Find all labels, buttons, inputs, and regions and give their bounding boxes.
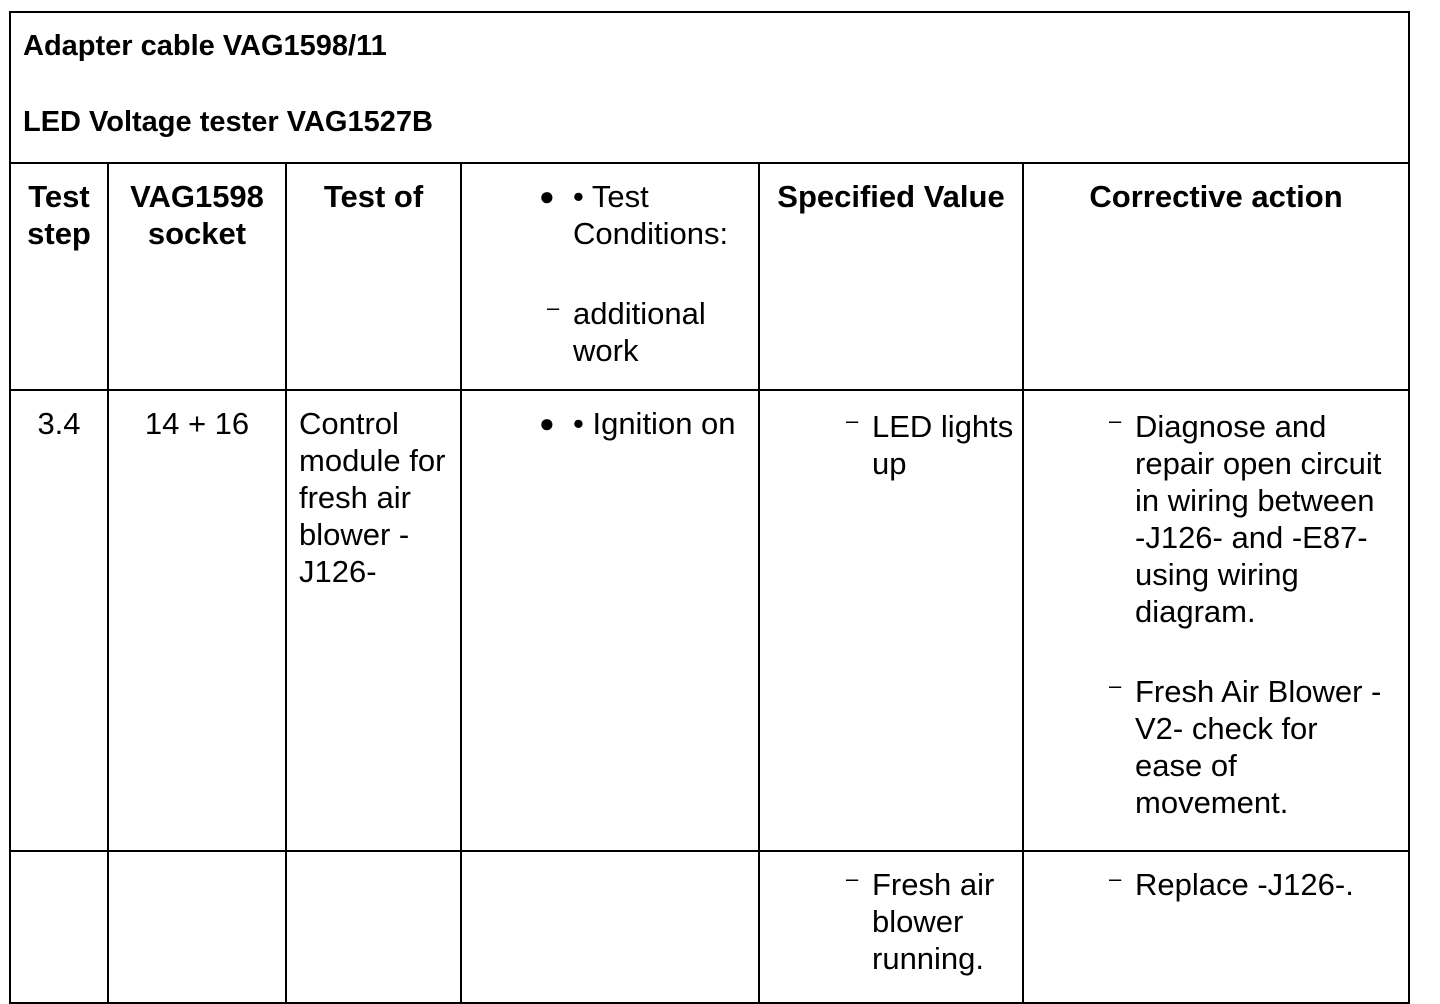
col-specified-value: Specified Value bbox=[759, 163, 1023, 390]
test-procedure-table bbox=[9, 11, 1410, 1004]
cell-corrective-wrap bbox=[1023, 851, 1409, 1003]
cell-condition: • Ignition on bbox=[573, 406, 736, 441]
cell-corrective-wrap bbox=[1023, 390, 1409, 851]
cell-specified: LED lights up bbox=[872, 409, 1014, 481]
cell-test-of: Control module for fresh air blower -J126- bbox=[286, 390, 461, 851]
dash-icon: – bbox=[547, 295, 560, 320]
col-socket: VAG1598 socket bbox=[108, 163, 286, 390]
col-test-step: Test step bbox=[10, 163, 108, 390]
led-tester-title: LED Voltage tester VAG1527B bbox=[23, 106, 433, 138]
table-header bbox=[10, 12, 1409, 163]
cell-socket: 14 + 16 bbox=[108, 390, 286, 851]
dash-icon: – bbox=[846, 408, 859, 433]
table-row bbox=[10, 390, 1409, 851]
dash-icon: – bbox=[1109, 866, 1122, 891]
cell-empty bbox=[10, 851, 108, 1003]
col-conditions bbox=[461, 163, 759, 390]
cell-specified-wrap bbox=[759, 390, 1023, 851]
cell-test-step: 3.4 bbox=[10, 390, 108, 851]
cell-specified: Fresh air blower running. bbox=[872, 867, 995, 976]
col-additional-work-label: additional work bbox=[573, 296, 706, 368]
table-row bbox=[10, 851, 1409, 1003]
dash-icon: – bbox=[846, 866, 859, 891]
corrective-item: Fresh Air Blower -V2- check for ease of movement. bbox=[1135, 674, 1382, 820]
cell-empty bbox=[286, 851, 461, 1003]
bullet-icon: ● bbox=[539, 408, 555, 438]
col-test-of: Test of bbox=[286, 163, 461, 390]
dash-icon: – bbox=[1109, 408, 1122, 433]
corrective-item: Diagnose and repair open circuit in wiring between -J126- and -E87- using wiring diagram. bbox=[1135, 409, 1382, 629]
adapter-cable-title: Adapter cable VAG1598/11 bbox=[23, 30, 387, 62]
cell-empty bbox=[461, 851, 759, 1003]
cell-specified-wrap bbox=[759, 851, 1023, 1003]
dash-icon: – bbox=[1109, 673, 1122, 698]
corrective-item: Replace -J126-. bbox=[1135, 867, 1354, 902]
col-corrective-action: Corrective action bbox=[1023, 163, 1409, 390]
bullet-icon: ● bbox=[539, 181, 555, 211]
col-conditions-label: • Test Conditions: bbox=[573, 179, 729, 251]
cell-empty bbox=[108, 851, 286, 1003]
cell-condition-wrap bbox=[461, 390, 759, 851]
